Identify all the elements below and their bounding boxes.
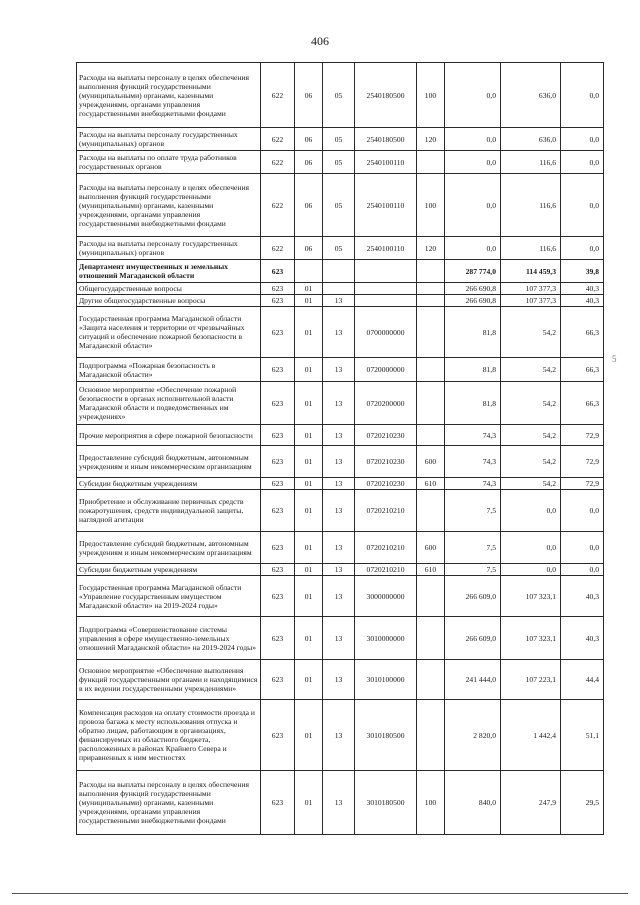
ved-code-cell: 622 <box>261 237 295 260</box>
subsection-code-cell: 13 <box>323 490 355 532</box>
ved-code-cell: 623 <box>261 283 295 295</box>
section-code-cell: 01 <box>295 564 323 576</box>
expense-type-cell: 600 <box>417 532 445 564</box>
approved-amount-cell: 0,0 <box>445 128 501 151</box>
subsection-code-cell <box>323 260 355 283</box>
ved-code-cell: 623 <box>261 307 295 358</box>
section-code-cell: 01 <box>295 307 323 358</box>
ved-code-cell: 623 <box>261 771 295 835</box>
expense-type-cell <box>417 617 445 660</box>
target-article-cell: 3010000000 <box>355 617 417 660</box>
expense-type-cell <box>417 576 445 617</box>
ved-code-cell: 623 <box>261 660 295 700</box>
section-code-cell: 01 <box>295 532 323 564</box>
subsection-code-cell: 13 <box>323 771 355 835</box>
row-name-cell: Расходы на выплаты персоналу государственных (муниципальных) органов <box>77 237 261 260</box>
approved-amount-cell: 266 609,0 <box>445 617 501 660</box>
table-row <box>77 490 604 532</box>
execution-percent-cell: 29,5 <box>561 771 604 835</box>
approved-amount-cell: 241 444,0 <box>445 660 501 700</box>
executed-amount-cell: 54,2 <box>501 358 561 382</box>
executed-amount-cell: 0,0 <box>501 532 561 564</box>
approved-amount-cell: 7,5 <box>445 532 501 564</box>
row-name-cell: Подпрограмма «Совершенствование системы управления в сфере имущественно-земельных отношений Магаданской области» на 2019-2024 годы» <box>77 617 261 660</box>
section-code-cell: 01 <box>295 771 323 835</box>
ved-code-cell: 623 <box>261 617 295 660</box>
row-name-cell: Субсидии бюджетным учреждениям <box>77 478 261 490</box>
executed-amount-cell: 636,0 <box>501 63 561 128</box>
subsection-code-cell: 05 <box>323 237 355 260</box>
table-row <box>77 260 604 283</box>
subsection-code-cell: 13 <box>323 564 355 576</box>
section-code-cell: 01 <box>295 700 323 771</box>
section-code-cell: 06 <box>295 151 323 174</box>
target-article-cell: 3000000000 <box>355 576 417 617</box>
section-code-cell <box>295 260 323 283</box>
subsection-code-cell: 13 <box>323 446 355 478</box>
approved-amount-cell: 81,8 <box>445 358 501 382</box>
row-name-cell: Расходы на выплаты персоналу в целях обеспечения выполнения функций государственными (муниципальными) органами, казенными учреждениями, органами управления государственными внебюджетными фондами <box>77 771 261 835</box>
ved-code-cell: 622 <box>261 174 295 237</box>
approved-amount-cell: 74,3 <box>445 425 501 446</box>
executed-amount-cell: 247,9 <box>501 771 561 835</box>
executed-amount-cell: 0,0 <box>501 490 561 532</box>
ved-code-cell: 623 <box>261 478 295 490</box>
subsection-code-cell <box>323 283 355 295</box>
row-name-cell: Государственная программа Магаданской области «Управление государственным имуществом Магаданской области» на 2019-2024 годы» <box>77 576 261 617</box>
target-article-cell: 0720210230 <box>355 425 417 446</box>
subsection-code-cell: 13 <box>323 307 355 358</box>
execution-percent-cell: 0,0 <box>561 237 604 260</box>
expense-type-cell <box>417 660 445 700</box>
ved-code-cell: 623 <box>261 382 295 425</box>
target-article-cell: 2540100110 <box>355 174 417 237</box>
executed-amount-cell: 107 323,1 <box>501 617 561 660</box>
table-row <box>77 307 604 358</box>
table-row <box>77 446 604 478</box>
execution-percent-cell: 66,3 <box>561 382 604 425</box>
section-code-cell: 06 <box>295 63 323 128</box>
subsection-code-cell: 13 <box>323 660 355 700</box>
expense-type-cell: 610 <box>417 478 445 490</box>
target-article-cell: 0720210230 <box>355 478 417 490</box>
expense-type-cell <box>417 700 445 771</box>
expense-type-cell <box>417 151 445 174</box>
row-name-cell: Другие общегосударственные вопросы <box>77 295 261 307</box>
subsection-code-cell: 13 <box>323 617 355 660</box>
target-article-cell <box>355 283 417 295</box>
target-article-cell: 3010180500 <box>355 700 417 771</box>
table-row <box>77 660 604 700</box>
execution-percent-cell: 66,3 <box>561 307 604 358</box>
executed-amount-cell: 1 442,4 <box>501 700 561 771</box>
target-article-cell: 0720210230 <box>355 446 417 478</box>
table-body <box>77 63 604 835</box>
ved-code-cell: 623 <box>261 260 295 283</box>
subsection-code-cell: 13 <box>323 576 355 617</box>
expense-type-cell <box>417 295 445 307</box>
target-article-cell: 0720210210 <box>355 532 417 564</box>
execution-percent-cell: 39,8 <box>561 260 604 283</box>
expense-type-cell <box>417 358 445 382</box>
section-code-cell: 01 <box>295 295 323 307</box>
section-code-cell: 01 <box>295 576 323 617</box>
ved-code-cell: 623 <box>261 358 295 382</box>
target-article-cell: 2540100110 <box>355 237 417 260</box>
table-row <box>77 617 604 660</box>
expense-type-cell: 120 <box>417 237 445 260</box>
section-code-cell: 01 <box>295 382 323 425</box>
table-row <box>77 425 604 446</box>
subsection-code-cell: 05 <box>323 63 355 128</box>
execution-percent-cell: 0,0 <box>561 564 604 576</box>
execution-percent-cell: 72,9 <box>561 446 604 478</box>
target-article-cell: 0720210210 <box>355 564 417 576</box>
target-article-cell: 2540180500 <box>355 63 417 128</box>
subsection-code-cell: 05 <box>323 128 355 151</box>
table-row <box>77 700 604 771</box>
subsection-code-cell: 13 <box>323 532 355 564</box>
approved-amount-cell: 287 774,0 <box>445 260 501 283</box>
executed-amount-cell: 636,0 <box>501 128 561 151</box>
expense-type-cell <box>417 260 445 283</box>
table-row <box>77 128 604 151</box>
expense-type-cell <box>417 307 445 358</box>
table-row <box>77 237 604 260</box>
executed-amount-cell: 114 459,3 <box>501 260 561 283</box>
executed-amount-cell: 54,2 <box>501 307 561 358</box>
executed-amount-cell: 107 377,3 <box>501 283 561 295</box>
execution-percent-cell: 0,0 <box>561 128 604 151</box>
table-row <box>77 63 604 128</box>
row-name-cell: Предоставление субсидий бюджетным, автономным учреждениям и иным некоммерческим организациям <box>77 532 261 564</box>
row-name-cell: Подпрограмма «Пожарная безопасность в Магаданской области» <box>77 358 261 382</box>
approved-amount-cell: 0,0 <box>445 151 501 174</box>
subsection-code-cell: 05 <box>323 151 355 174</box>
expense-type-cell: 100 <box>417 174 445 237</box>
row-name-cell: Прочие мероприятия в сфере пожарной безопасности <box>77 425 261 446</box>
approved-amount-cell: 266 690,8 <box>445 295 501 307</box>
approved-amount-cell: 0,0 <box>445 174 501 237</box>
executed-amount-cell: 54,2 <box>501 446 561 478</box>
approved-amount-cell: 7,5 <box>445 490 501 532</box>
ved-code-cell: 623 <box>261 490 295 532</box>
table-row <box>77 382 604 425</box>
section-code-cell: 01 <box>295 358 323 382</box>
ved-code-cell: 623 <box>261 532 295 564</box>
subsection-code-cell: 13 <box>323 358 355 382</box>
approved-amount-cell: 81,8 <box>445 307 501 358</box>
approved-amount-cell: 266 690,8 <box>445 283 501 295</box>
row-name-cell: Расходы на выплаты персоналу в целях обеспечения выполнения функций государственными (муниципальными) органами, казенными учреждениями, органами управления государственными внебюджетными фондами <box>77 63 261 128</box>
approved-amount-cell: 840,0 <box>445 771 501 835</box>
subsection-code-cell: 05 <box>323 174 355 237</box>
page-number: 406 <box>311 34 329 48</box>
ved-code-cell: 623 <box>261 700 295 771</box>
executed-amount-cell: 54,2 <box>501 382 561 425</box>
section-code-cell: 06 <box>295 128 323 151</box>
target-article-cell: 0720200000 <box>355 382 417 425</box>
table-row <box>77 283 604 295</box>
footer-rule <box>12 893 628 894</box>
row-name-cell: Расходы на выплаты персоналу государственных (муниципальных) органов <box>77 128 261 151</box>
approved-amount-cell: 81,8 <box>445 382 501 425</box>
row-name-cell: Субсидии бюджетным учреждениям <box>77 564 261 576</box>
ved-code-cell: 622 <box>261 128 295 151</box>
execution-percent-cell: 0,0 <box>561 490 604 532</box>
execution-percent-cell: 51,1 <box>561 700 604 771</box>
target-article-cell: 2540100110 <box>355 151 417 174</box>
target-article-cell <box>355 260 417 283</box>
ved-code-cell: 623 <box>261 564 295 576</box>
execution-percent-cell: 66,3 <box>561 358 604 382</box>
target-article-cell: 2540180500 <box>355 128 417 151</box>
target-article-cell: 0700000000 <box>355 307 417 358</box>
ved-code-cell: 622 <box>261 151 295 174</box>
row-name-cell: Основное мероприятие «Обеспечение выполнения функций государственными органами и находящимися в их ведении государственными учреждениями» <box>77 660 261 700</box>
expense-type-cell <box>417 382 445 425</box>
target-article-cell <box>355 295 417 307</box>
section-code-cell: 01 <box>295 617 323 660</box>
execution-percent-cell: 0,0 <box>561 174 604 237</box>
section-code-cell: 01 <box>295 283 323 295</box>
table-row <box>77 358 604 382</box>
executed-amount-cell: 116,6 <box>501 151 561 174</box>
expense-type-cell: 600 <box>417 446 445 478</box>
table-row <box>77 174 604 237</box>
execution-percent-cell: 40,3 <box>561 617 604 660</box>
execution-percent-cell: 0,0 <box>561 532 604 564</box>
table-row <box>77 576 604 617</box>
subsection-code-cell: 13 <box>323 425 355 446</box>
row-name-cell: Компенсация расходов на оплату стоимости проезда и провоза багажа к месту использования отпуска и обратно лицам, работающим в организациях, финансируемых из областного бюджета, расположенных в районах Крайнего Севера и приравненных к ним местностях <box>77 700 261 771</box>
approved-amount-cell: 2 820,0 <box>445 700 501 771</box>
approved-amount-cell: 0,0 <box>445 63 501 128</box>
table-row <box>77 532 604 564</box>
execution-percent-cell: 40,3 <box>561 576 604 617</box>
target-article-cell: 3010180500 <box>355 771 417 835</box>
execution-percent-cell: 44,4 <box>561 660 604 700</box>
row-name-cell: Основное мероприятие «Обеспечение пожарной безопасности в органах исполнительной власти Магаданской области и подведомственных им учреждениях» <box>77 382 261 425</box>
executed-amount-cell: 116,6 <box>501 174 561 237</box>
row-name-cell: Предоставление субсидий бюджетным, автономным учреждениям и иным некоммерческим организациям <box>77 446 261 478</box>
executed-amount-cell: 54,2 <box>501 478 561 490</box>
side-mark: 5 <box>612 354 617 364</box>
row-name-cell: Расходы на выплаты по оплате труда работников государственных органов <box>77 151 261 174</box>
approved-amount-cell: 0,0 <box>445 237 501 260</box>
expense-type-cell: 100 <box>417 771 445 835</box>
expense-type-cell: 100 <box>417 63 445 128</box>
row-name-cell: Государственная программа Магаданской области «Защита населения и территории от чрезвычайных ситуаций и обеспечение пожарной безопасности в Магаданской области» <box>77 307 261 358</box>
section-code-cell: 01 <box>295 660 323 700</box>
section-code-cell: 01 <box>295 478 323 490</box>
executed-amount-cell: 0,0 <box>501 564 561 576</box>
approved-amount-cell: 74,3 <box>445 446 501 478</box>
ved-code-cell: 623 <box>261 576 295 617</box>
subsection-code-cell: 13 <box>323 295 355 307</box>
ved-code-cell: 622 <box>261 63 295 128</box>
table-row <box>77 295 604 307</box>
approved-amount-cell: 266 609,0 <box>445 576 501 617</box>
subsection-code-cell: 13 <box>323 478 355 490</box>
ved-code-cell: 623 <box>261 446 295 478</box>
target-article-cell: 3010100000 <box>355 660 417 700</box>
executed-amount-cell: 107 323,1 <box>501 576 561 617</box>
budget-table <box>76 62 604 835</box>
expense-type-cell <box>417 283 445 295</box>
subsection-code-cell: 13 <box>323 382 355 425</box>
section-code-cell: 01 <box>295 446 323 478</box>
execution-percent-cell: 0,0 <box>561 151 604 174</box>
section-code-cell: 06 <box>295 237 323 260</box>
execution-percent-cell: 72,9 <box>561 425 604 446</box>
row-name-cell: Общегосударственные вопросы <box>77 283 261 295</box>
approved-amount-cell: 7,5 <box>445 564 501 576</box>
expense-type-cell: 120 <box>417 128 445 151</box>
section-code-cell: 01 <box>295 425 323 446</box>
section-code-cell: 01 <box>295 490 323 532</box>
subsection-code-cell: 13 <box>323 700 355 771</box>
expense-type-cell <box>417 490 445 532</box>
table-row <box>77 771 604 835</box>
expense-type-cell: 610 <box>417 564 445 576</box>
target-article-cell: 0720000000 <box>355 358 417 382</box>
execution-percent-cell: 72,9 <box>561 478 604 490</box>
execution-percent-cell: 0,0 <box>561 63 604 128</box>
expense-type-cell <box>417 425 445 446</box>
executed-amount-cell: 116,6 <box>501 237 561 260</box>
table-row <box>77 478 604 490</box>
target-article-cell: 0720210210 <box>355 490 417 532</box>
section-code-cell: 06 <box>295 174 323 237</box>
execution-percent-cell: 40,3 <box>561 283 604 295</box>
executed-amount-cell: 54,2 <box>501 425 561 446</box>
row-name-cell: Расходы на выплаты персоналу в целях обеспечения выполнения функций государственными (муниципальными) органами, казенными учреждениями, органами управления государственными внебюджетными фондами <box>77 174 261 237</box>
execution-percent-cell: 40,3 <box>561 295 604 307</box>
executed-amount-cell: 107 377,3 <box>501 295 561 307</box>
ved-code-cell: 623 <box>261 425 295 446</box>
table-row <box>77 151 604 174</box>
approved-amount-cell: 74,3 <box>445 478 501 490</box>
table-row <box>77 564 604 576</box>
ved-code-cell: 623 <box>261 295 295 307</box>
row-name-cell: Департамент имущественных и земельных отношений Магаданской области <box>77 260 261 283</box>
executed-amount-cell: 107 223,1 <box>501 660 561 700</box>
row-name-cell: Приобретение и обслуживание первичных средств пожаротушения, средств индивидуальной защиты, наглядной агитации <box>77 490 261 532</box>
